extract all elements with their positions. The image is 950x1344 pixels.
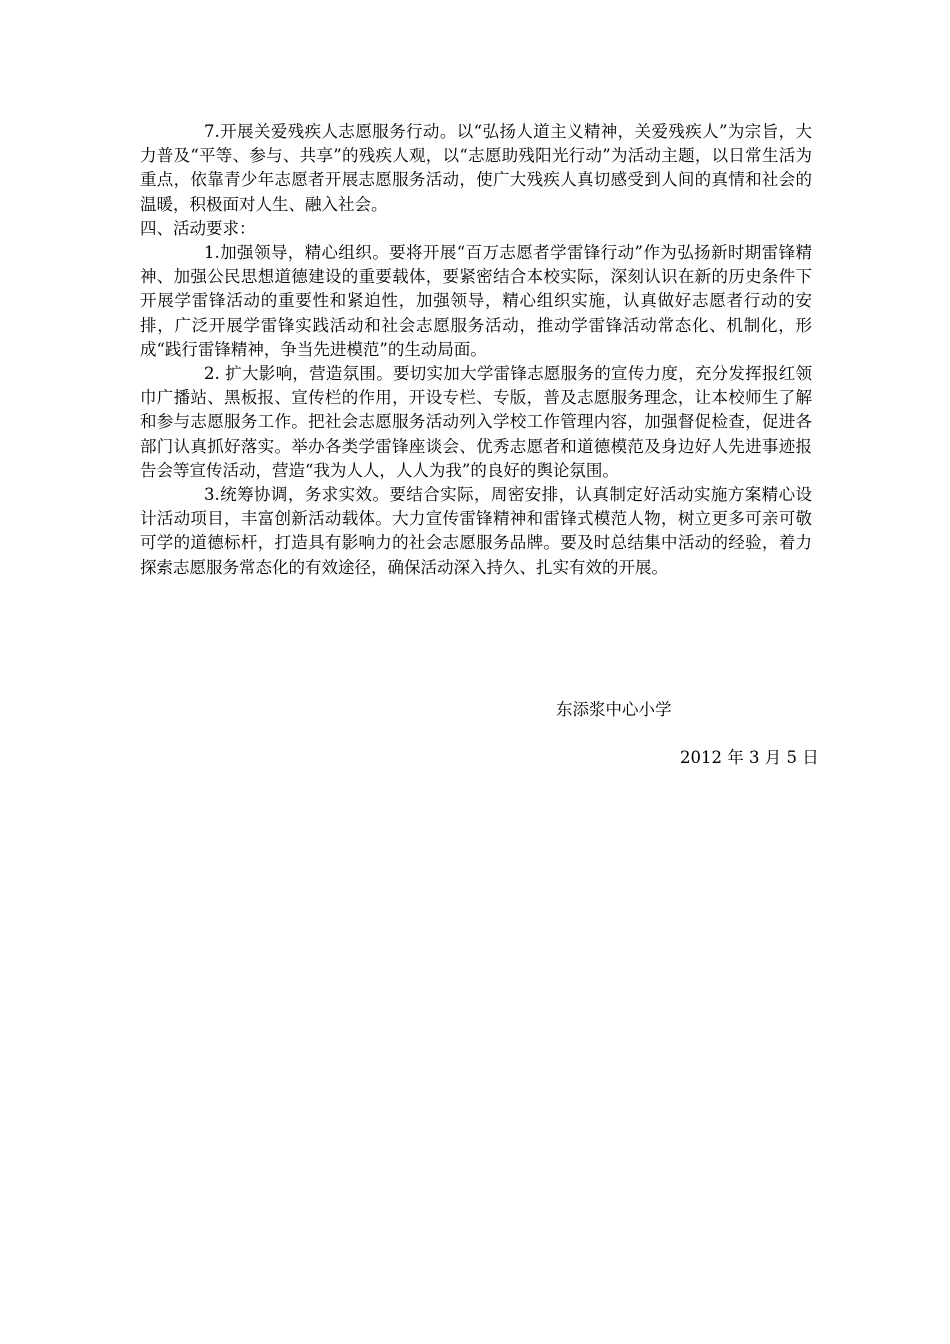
paragraph-item-7: 7.开展关爱残疾人志愿服务行动。以“弘扬人道主义精神，关爱残疾人”为宗旨，大力普及“平等、参与、共享”的残疾人观，以“志愿助残阳光行动”为活动主题，以日常生活为重点，依靠青少年志愿者开展志愿服务活动，使广大残疾人真切感受到人间的真情和社会的温暖，积极面对人生、融入社会。	[140, 122, 812, 214]
document-body	[140, 120, 812, 580]
requirement-item-3: 3.统筹协调，务求实效。要结合实际，周密安排，认真制定好活动实施方案精心设计活动项目，丰富创新活动载体。大力宣传雷锋精神和雷锋式模范人物，树立更多可亲可敬可学的道德标杆，打造具有影响力的社会志愿服务品牌。要及时总结集中活动的经验，着力探索志愿服务常态化的有效途径，确保活动深入持久、扎实有效的开展。	[140, 485, 812, 577]
section-heading-requirements: 四、活动要求：	[140, 218, 256, 238]
signature-organization: 东添浆中心小学	[556, 700, 672, 719]
requirement-item-1: 1.加强领导，精心组织。要将开展“百万志愿者学雷锋行动”作为弘扬新时期雷锋精神、加强公民思想道德建设的重要载体，要紧密结合本校实际，深刻认识在新的历史条件下开展学雷锋活动的重要性和紧迫性，加强领导，精心组织实施，认真做好志愿者行动的安排，广泛开展学雷锋实践活动和社会志愿服务活动，推动学雷锋活动常态化、机制化，形成“践行雷锋精神，争当先进模范”的生动局面。	[140, 243, 812, 359]
signature-date: 2012 年 3 月 5 日	[680, 748, 819, 767]
requirement-item-2: 2. 扩大影响，营造氛围。要切实加大学雷锋志愿服务的宣传力度，充分发挥报红领巾广播站、黑板报、宣传栏的作用，开设专栏、专版，普及志愿服务理念，让本校师生了解和参与志愿服务工作。把社会志愿服务活动列入学校工作管理内容，加强督促检查，促进各部门认真抓好落实。举办各类学雷锋座谈会、优秀志愿者和道德模范及身边好人先进事迹报告会等宣传活动，营造“我为人人，人人为我”的良好的舆论氛围。	[140, 364, 812, 480]
